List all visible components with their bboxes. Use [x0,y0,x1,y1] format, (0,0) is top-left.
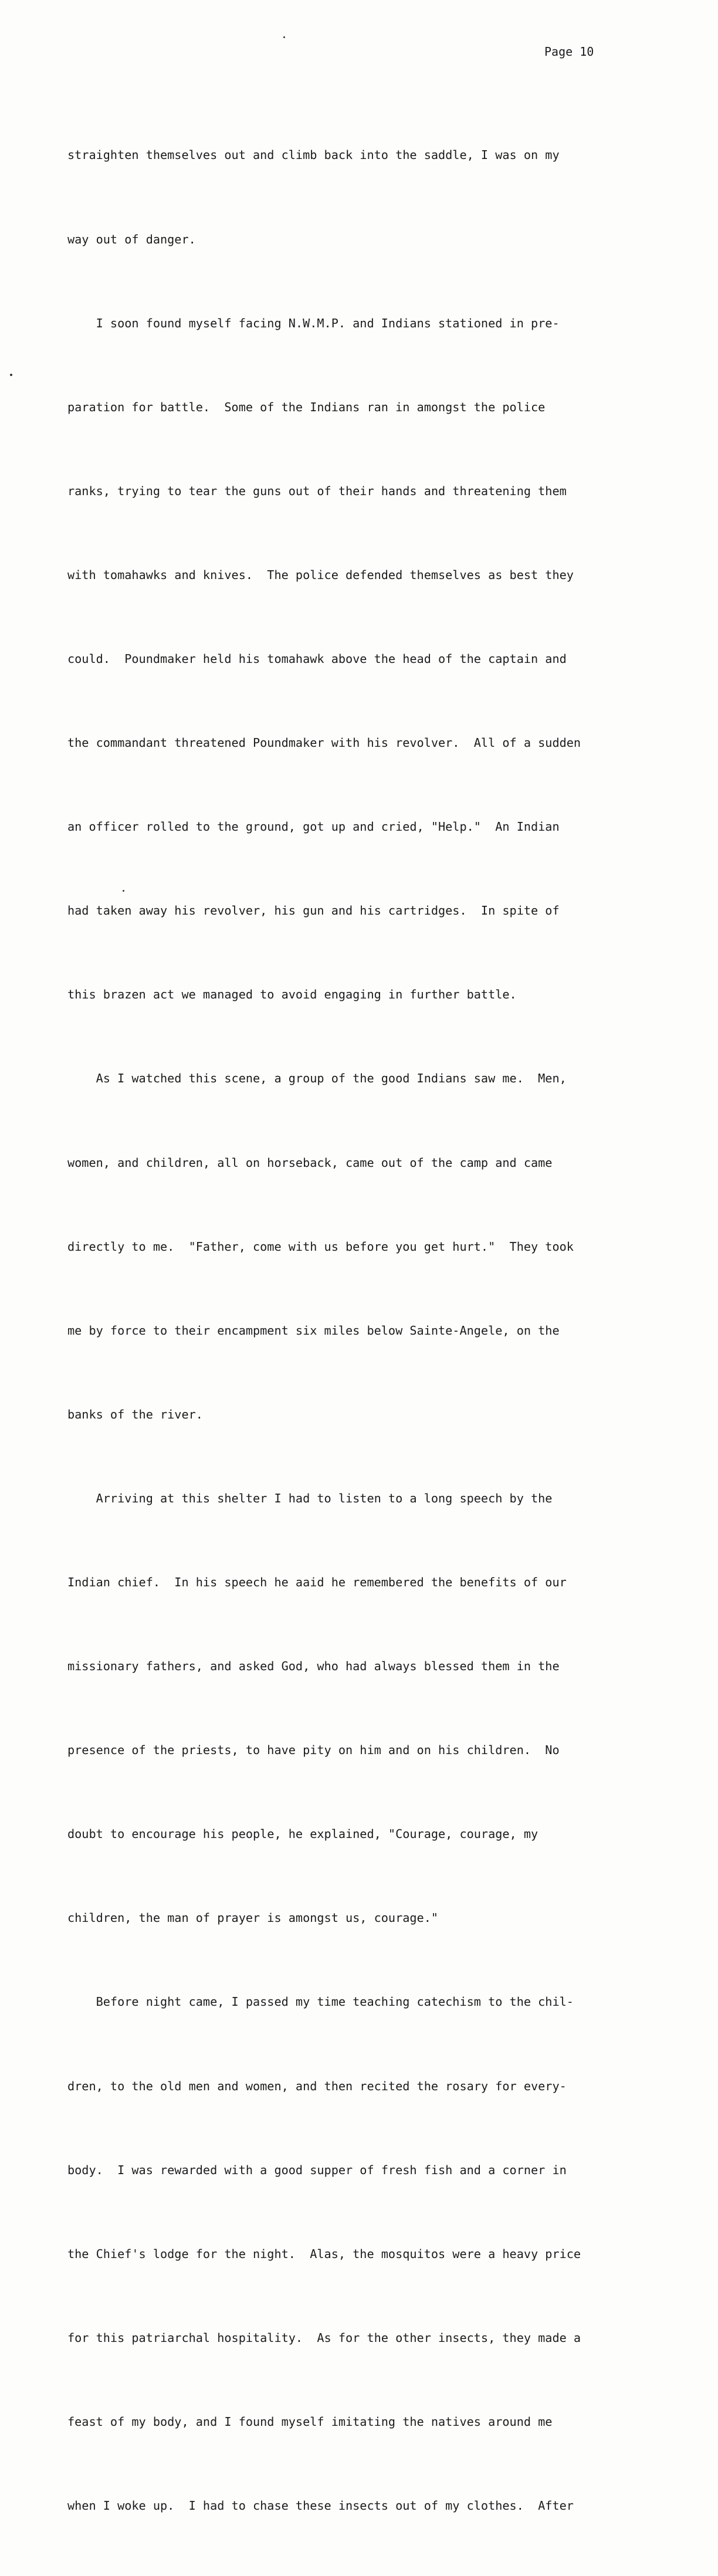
text-line: missionary fathers, and asked God, who had always blessed them in the [67,1659,560,1674]
text-line: As I watched this scene, a group of the good Indians saw me. Men, [67,1071,567,1086]
text-line: directly to me. "Father, come with us before you get hurt." They took [67,1239,574,1254]
text-line: straighten themselves out and climb back into the saddle, I was on my [67,148,560,163]
text-line: way out of danger. [67,232,196,246]
text-line: feast of my body, and I found myself imitating the natives around me [67,2414,553,2429]
text-line: could. Poundmaker held his tomahawk above the head of the captain and [67,651,567,666]
text-line: when I woke up. I had to chase these insects out of my clothes. After [67,2499,574,2513]
text-line: Arriving at this shelter I had to listen to a long speech by the [67,1491,553,1505]
scan-speck [10,374,12,376]
text-line: doubt to encourage his people, he explained, "Courage, courage, my [67,1827,538,1842]
text-line: body. I was rewarded with a good supper of fresh fish and a corner in [67,2162,567,2177]
text-line: me by force to their encampment six miles below Sainte-Angele, on the [67,1323,560,1338]
scan-speck [123,890,124,892]
text-line: children, the man of prayer is amongst us, courage." [67,1911,439,1925]
page-number: Page 10 [544,45,594,59]
text-line: had taken away his revolver, his gun and his cartridges. In spite of [67,903,560,918]
text-line: banks of the river. [67,1407,203,1421]
text-line: this brazen act we managed to avoid engaging in further battle. [67,987,517,1002]
text-line: I soon found myself facing N.W.M.P. and Indians stationed in pre- [67,316,560,330]
text-line: paration for battle. Some of the Indians ran in amongst the police [67,400,546,414]
text-line: presence of the priests, to have pity on him and on his children. No [67,1743,560,1758]
text-line: women, and children, all on horseback, came out of the camp and came [67,1155,553,1170]
text-line: dren, to the old men and women, and then recited the rosary for every- [67,2079,567,2093]
scan-speck [283,36,285,38]
text-line: for this patriarchal hospitality. As for the other insects, they made a [67,2330,581,2345]
text-line: with tomahawks and knives. The police defended themselves as best they [67,567,574,582]
text-line: the Chief's lodge for the night. Alas, the mosquitos were a heavy price [67,2246,581,2261]
text-line: Indian chief. In his speech he aaid he remembered the benefits of our [67,1575,567,1589]
text-line: ranks, trying to tear the guns out of their hands and threatening them [67,483,567,498]
body-text [67,86,595,2576]
text-line: the commandant threatened Poundmaker with his revolver. All of a sudden [67,736,581,750]
text-line: an officer rolled to the ground, got up and cried, "Help." An Indian [67,820,560,834]
text-line: Before night came, I passed my time teaching catechism to the chil- [67,1995,574,2009]
